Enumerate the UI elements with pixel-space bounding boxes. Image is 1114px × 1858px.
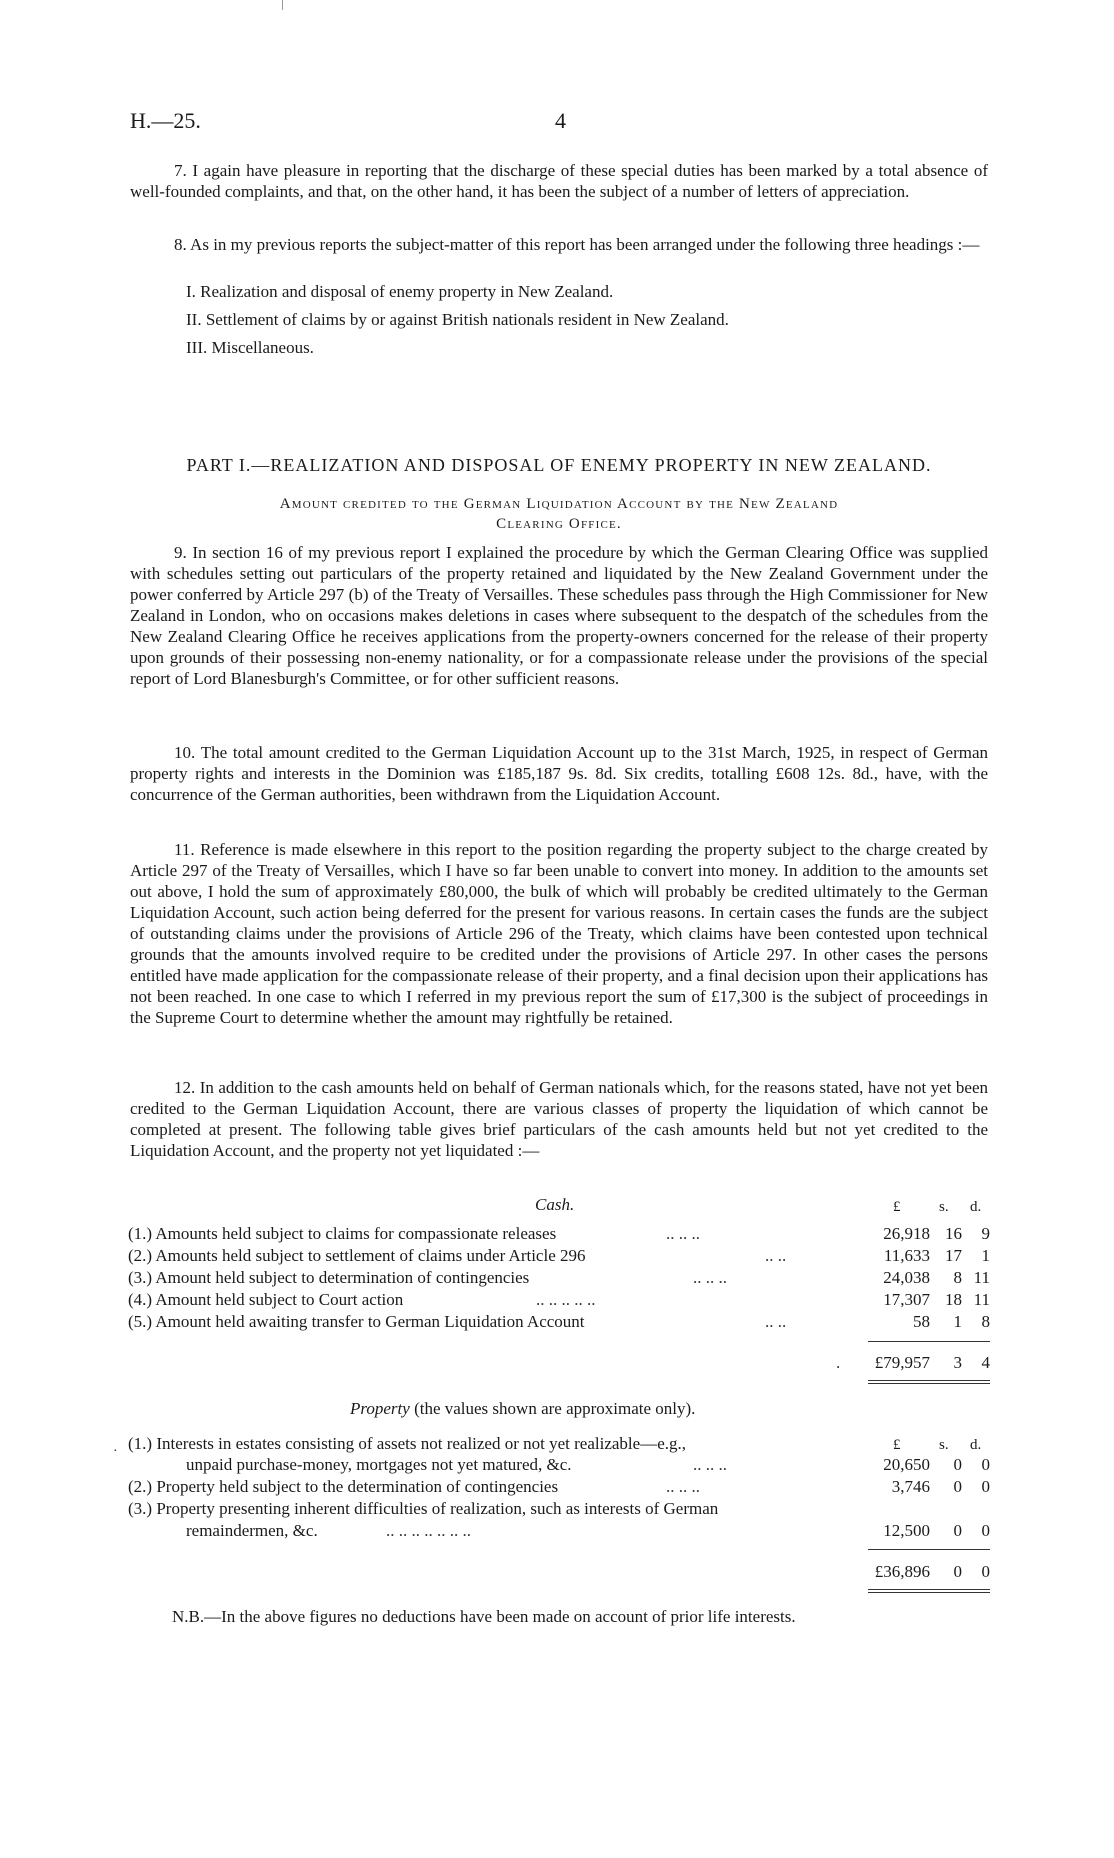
paragraph-8: 8. As in my previous reports the subject-matter of this report has been arranged under the following three headings :— [174,235,980,254]
paragraph-11: 11. Reference is made elsewhere in this report to the position regarding the property subject to the charge created by Article 297 of the Treaty of Versailles, which I have so far been unable to convert into money. In addition to the amounts set out above, I hold the sum of approximately £80,000, the bulk of which will probably be credited ultimately to the German Liquidation Account, such action being deferred for the present for various reasons. In certain cases the funds are the subject of outstanding claims under the provisions of Article 296 of the Treaty, which claims have been contested upon technical grounds that the amounts involved require to be credited under the provisions of Article 297. In other cases the persons entitled have made application for the compassionate release of their property, and a final decision upon their applications has not been reached. In one case to which I referred in my previous report the sum of £17,300 is the subject of proceedings in the Supreme Court to determine whether the amount may rightfully be retained. [130,840,988,1027]
scan-mark [282,0,283,10]
paragraph-12: 12. In addition to the cash amounts held on behalf of German nationals which, for the reasons stated, have not yet been credited to the German Liquidation Account, there are various classes of property the liquidation of which cannot be completed at present. The following table gives brief particulars of the cash amounts held but not yet credited to the Liquidation Account, and the property not yet liquidated :— [130,1078,988,1160]
row-label: (3.) Property presenting inherent difficulties of realization, such as interests of German [128,1499,719,1518]
property-title-italic: Property [350,1399,410,1418]
column-header-pence: d. [970,1199,982,1215]
footnote: N.B.—In the above figures no deductions have been made on account of prior life interests. [172,1607,796,1626]
total-rule [868,1589,990,1590]
amount-pounds: 20,650 [883,1455,930,1474]
amount-pence: 1 [981,1246,990,1265]
amount-pounds: 26,918 [883,1224,930,1243]
total-shillings: 0 [953,1562,962,1581]
total-pounds: £36,896 [874,1562,930,1581]
leader-dots: .. .. .. .. .. [536,1290,596,1309]
margin-mark: · [113,1444,118,1459]
heading-list-item: III. Miscellaneous. [186,338,314,357]
amount-shillings: 8 [953,1268,962,1287]
total-rule [868,1380,990,1381]
property-title-rest: (the values shown are approximate only). [409,1399,696,1418]
leader-dots: .. .. .. [666,1477,700,1496]
total-pounds: £79,957 [874,1353,930,1372]
part-title: PART I.—REALIZATION AND DISPOSAL OF ENEMY PROPERTY IN NEW ZEALAND. [186,455,932,475]
amount-pounds: 58 [913,1312,930,1331]
amount-pence: 11 [973,1268,990,1287]
leader-dots: .. .. .. [693,1268,727,1287]
total-rule [868,1383,990,1384]
leader-dots: .. .. [765,1312,787,1331]
paragraph-10: 10. The total amount credited to the German Liquidation Account up to the 31st March, 1925, in respect of German property rights and interests in the Dominion was £185,187 9s. 8d. Six credits, totalling £608 12s. 8d., have, with the concurrence of the German authorities, been withdrawn from the Liquidation Account. [130,743,988,804]
leader-dots: .. .. .. [666,1224,700,1243]
subtotal-rule [868,1341,990,1342]
property-table-row [128,1476,990,1497]
total-rule [868,1592,990,1593]
amount-pence: 0 [981,1521,990,1540]
heading-list-item: I. Realization and disposal of enemy property in New Zealand. [186,282,614,301]
property-table-total [128,1561,990,1582]
amount-shillings: 0 [953,1521,962,1540]
total-pence: 4 [981,1353,990,1372]
cash-table-title: Cash. [535,1195,575,1214]
total-pence: 0 [981,1562,990,1581]
leader-dots: .. .. [765,1246,787,1265]
cash-table-row [128,1245,990,1266]
amount-shillings: 1 [953,1312,962,1331]
row-label: (1.) Amounts held subject to claims for compassionate releases [128,1224,557,1243]
subtotal-rule [868,1549,990,1550]
row-label: (3.) Amount held subject to determination of contingencies [128,1268,530,1287]
heading-list-item: II. Settlement of claims by or against British nationals resident in New Zealand. [186,310,729,329]
amount-pounds: 3,746 [891,1477,930,1496]
cash-table-total [128,1352,990,1373]
amount-pence: 8 [981,1312,990,1331]
leader-dots: .. .. .. [693,1455,727,1474]
column-header-shillings: s. [939,1199,949,1215]
row-label-continuation: unpaid purchase-money, mortgages not yet matured, &c. [186,1455,572,1474]
amount-shillings: 17 [945,1246,962,1265]
property-table-row [128,1454,990,1475]
total-prefix: . [836,1353,841,1372]
amount-pounds: 11,633 [883,1246,930,1265]
property-table-title [350,1399,695,1419]
page-number: 4 [555,108,566,133]
property-row-1-line-1 [128,1433,868,1454]
amount-pounds: 24,038 [883,1268,930,1287]
amount-shillings: 0 [953,1455,962,1474]
cash-table-row [128,1311,990,1332]
section-title [130,494,988,534]
row-label: (2.) Amounts held subject to settlement of claims under Article 296 [128,1246,586,1265]
amount-pounds: 17,307 [883,1290,930,1309]
column-header-pounds: £ [893,1437,901,1453]
column-header-pence: d. [970,1437,982,1453]
property-row-3-line-1 [128,1498,990,1519]
amount-pence: 9 [981,1224,990,1243]
cash-table-row [128,1223,990,1244]
column-header-shillings: s. [939,1437,949,1453]
paragraph-9: 9. In section 16 of my previous report I explained the procedure by which the German Clearing Office was supplied with schedules setting out particulars of the property retained and liquidated by the New Zealand Government under the power conferred by Article 297 (b) of the Treaty of Versailles. These schedules pass through the High Commissioner for New Zealand in London, who on occasions makes deletions in cases where subsequent to the despatch of the schedules from the New Zealand Clearing Office he receives applications from the property-owners concerned for the release of their property upon grounds of their possessing non-enemy nationality, or for a compassionate release under the provisions of the special report of Lord Blanesburgh's Committee, or for other sufficient reasons. [130,543,988,688]
amount-pounds: 12,500 [883,1521,930,1540]
row-label: (5.) Amount held awaiting transfer to German Liquidation Account [128,1312,585,1331]
paragraph-7: 7. I again have pleasure in reporting that the discharge of these special duties has been marked by a total absence of well-founded complaints, and that, on the other hand, it has been the subject of a number of letters of appreciation. [130,161,988,201]
amount-shillings: 0 [953,1477,962,1496]
row-label: (4.) Amount held subject to Court action [128,1290,404,1309]
row-label: (2.) Property held subject to the determination of contingencies [128,1477,559,1496]
cash-table-row [128,1289,990,1310]
amount-pence: 11 [973,1290,990,1309]
property-table-row [128,1520,990,1541]
leader-dots: .. .. .. .. .. .. .. [386,1521,471,1540]
amount-shillings: 16 [945,1224,962,1243]
amount-pence: 0 [981,1455,990,1474]
amount-pence: 0 [981,1477,990,1496]
total-shillings: 3 [953,1353,962,1372]
row-label-continuation: remaindermen, &c. [186,1521,318,1540]
amount-shillings: 18 [945,1290,962,1309]
section-title-line: Amount credited to the German Liquidation Account by the New Zealand [279,496,839,512]
document-reference: H.—25. [130,108,201,133]
column-header-pounds: £ [893,1199,901,1215]
section-title-line: Clearing Office. [496,516,622,532]
row-label: (1.) Interests in estates consisting of assets not realized or not yet realizable—e.g., [128,1434,686,1453]
cash-table-row [128,1267,990,1288]
